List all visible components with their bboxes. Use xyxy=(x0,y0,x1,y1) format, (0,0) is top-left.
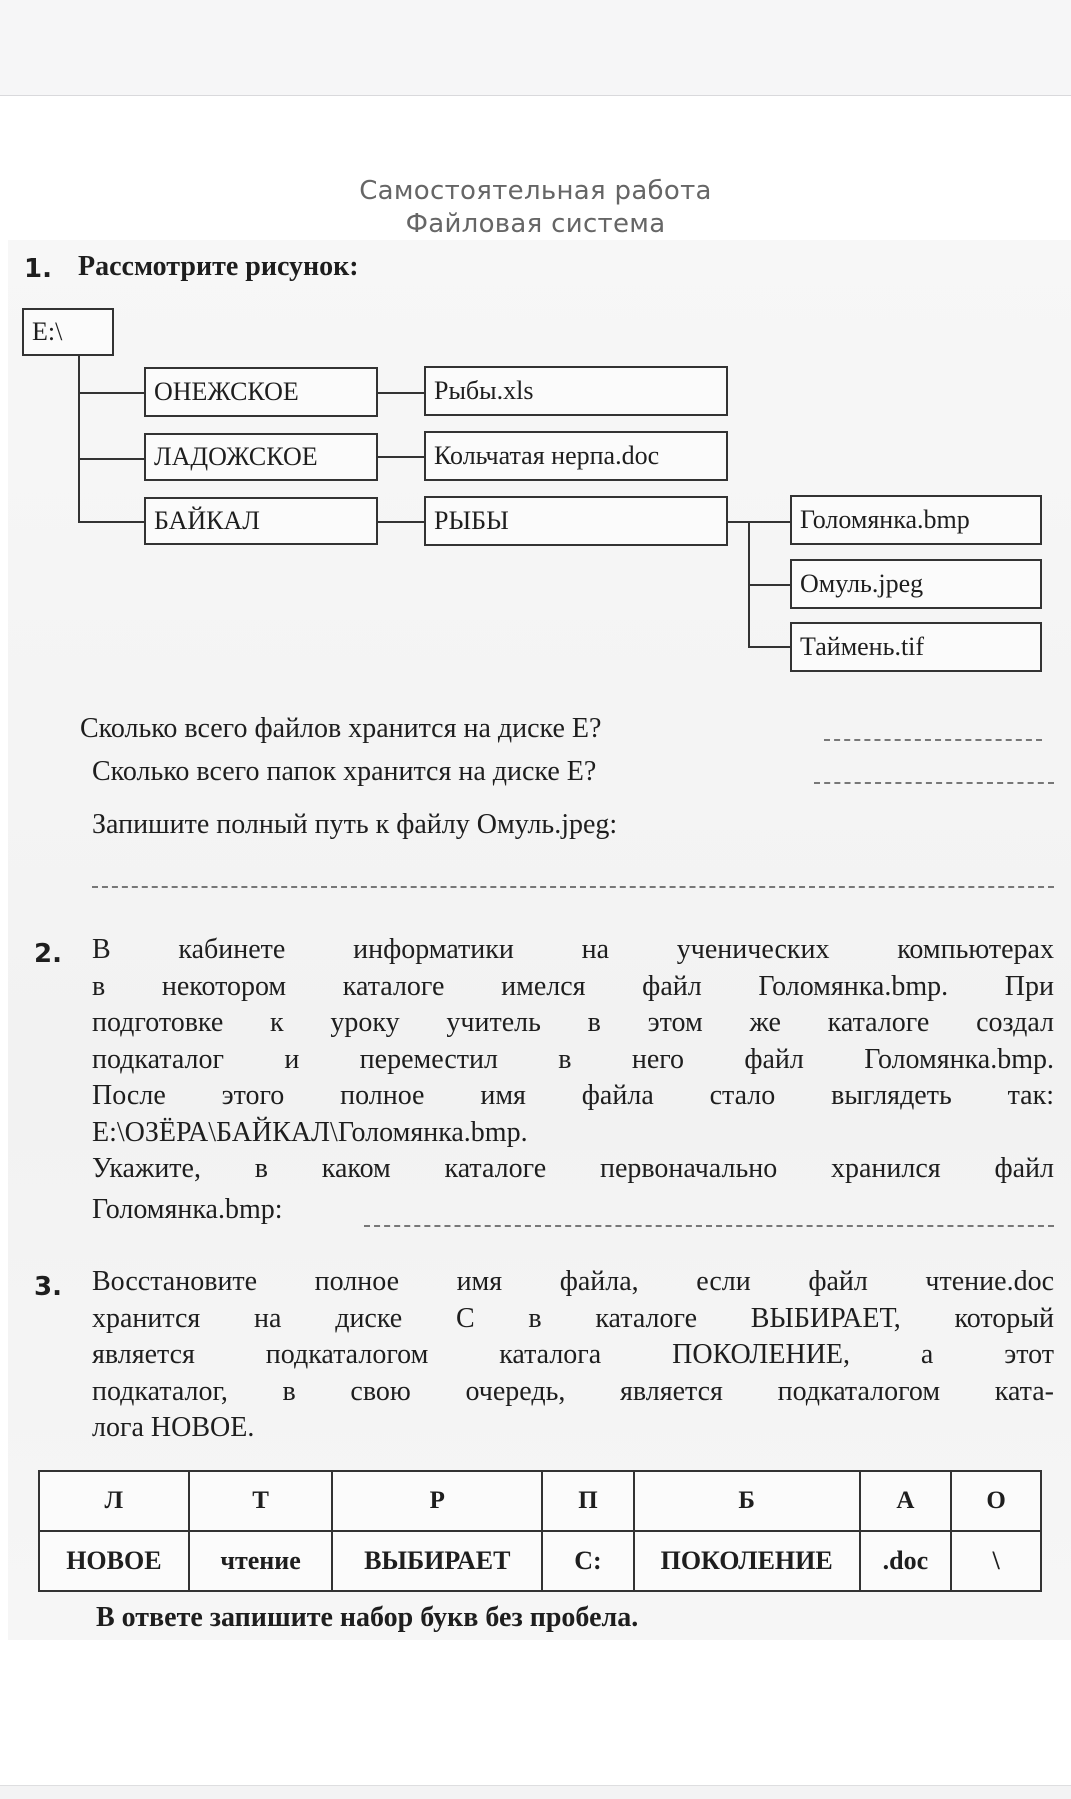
table-cell: чтение xyxy=(189,1531,333,1591)
question-full-path: Запишите полный путь к файлу Омуль.jpeg: xyxy=(92,809,618,840)
tree-branch-line xyxy=(728,521,748,523)
tree-file-golomyanka: Голомянка.bmp xyxy=(790,495,1042,545)
table-cell: ПОКОЛЕНИЕ xyxy=(634,1531,860,1591)
text-line: в некотором каталоге имелся файл Голомянка.bmp. При xyxy=(92,970,1054,1002)
table-cell: ВЫБИРАЕТ xyxy=(332,1531,542,1591)
table-cell: П xyxy=(542,1471,634,1531)
task2-number: 2. xyxy=(34,939,62,969)
table-cell: НОВОЕ xyxy=(39,1531,189,1591)
table-cell: Б xyxy=(634,1471,860,1531)
table-cell: О xyxy=(951,1471,1041,1531)
page-subtitle: Файловая система xyxy=(405,209,666,239)
table-cell: .doc xyxy=(860,1531,952,1591)
text-line: является подкаталогом каталога ПОКОЛЕНИЕ, а этот xyxy=(92,1339,1054,1370)
table-cell: C: xyxy=(542,1531,634,1591)
task1-prompt: Рассмотрите рисунок: xyxy=(78,251,359,282)
tree-file-taimen: Таймень.tif xyxy=(790,622,1042,672)
tree-folder-ladozhskoe: ЛАДОЖСКОЕ xyxy=(144,433,378,481)
text-line: подготовке к уроку учитель в этом же каталоге создал xyxy=(92,1007,1054,1038)
text-line: В кабинете информатики на ученических компьютерах xyxy=(92,934,1054,965)
text-line: хранится на диске C в каталоге ВЫБИРАЕТ, который xyxy=(92,1302,1054,1334)
bottom-bar xyxy=(0,1785,1071,1799)
table-row xyxy=(39,1471,1041,1531)
text-line: Голомянка.bmp: xyxy=(92,1193,283,1225)
question-files-count: Сколько всего файлов хранится на диске E? xyxy=(80,713,602,744)
tree-file-nerpa-doc: Кольчатая нерпа.doc xyxy=(424,431,728,481)
tree-folder-onezhskoe: ОНЕЖСКОЕ xyxy=(144,367,378,417)
tree-branch-line xyxy=(748,521,790,523)
task2-text xyxy=(92,932,1054,1228)
tree-branch-line xyxy=(378,392,424,394)
answer-line xyxy=(814,782,1054,784)
text-line: подкаталог и переместил в него файл Голомянка.bmp. xyxy=(92,1043,1054,1075)
tree-branch-line xyxy=(378,456,424,458)
text-line: подкаталог, в свою очередь, является подкаталогом ката- xyxy=(92,1375,1054,1407)
question-folders-count: Сколько всего папок хранится на диске E? xyxy=(92,756,597,787)
tree-file-omul: Омуль.jpeg xyxy=(790,559,1042,609)
text-line: После этого полное имя файла стало выглядеть так: xyxy=(92,1080,1054,1111)
tree-branch-line xyxy=(78,521,144,523)
page-title: Самостоятельная работа xyxy=(359,176,712,206)
cipher-table xyxy=(38,1470,1042,1592)
table-cell: Т xyxy=(189,1471,333,1531)
task3-number: 3. xyxy=(34,1272,62,1302)
tree-file-ryby-xls: Рыбы.xls xyxy=(424,366,728,416)
text-line: E:\ОЗЁРА\БАЙКАЛ\Голомянка.bmp. xyxy=(92,1116,528,1148)
tree-root-drive: E:\ xyxy=(22,308,114,356)
table-cell: А xyxy=(860,1471,952,1531)
answer-line xyxy=(364,1225,1054,1227)
table-cell: Л xyxy=(39,1471,189,1531)
tree-branch-line xyxy=(748,646,790,648)
task3-text xyxy=(92,1264,1054,1447)
tree-folder-ryby: РЫБЫ xyxy=(424,496,728,546)
text-line: Восстановите полное имя файла, если файл чтение.doc xyxy=(92,1266,1054,1297)
answer-line xyxy=(92,886,1054,888)
top-bar xyxy=(0,0,1071,96)
text-line: Укажите, в каком каталоге первоначально хранился файл xyxy=(92,1153,1054,1184)
table-row xyxy=(39,1531,1041,1591)
text-line: лога НОВОЕ. xyxy=(92,1412,255,1443)
table-cell: \ xyxy=(951,1531,1041,1591)
table-cell: Р xyxy=(332,1471,542,1531)
task3-footer: В ответе запишите набор букв без пробела. xyxy=(96,1602,639,1633)
tree-branch-line xyxy=(78,458,144,460)
tree-folder-baikal: БАЙКАЛ xyxy=(144,497,378,545)
tree-branch-line xyxy=(378,521,424,523)
tree-branch-line xyxy=(78,392,144,394)
tree-trunk-line xyxy=(78,354,80,522)
task1-number: 1. xyxy=(24,254,52,284)
tree-branch-line xyxy=(748,584,790,586)
answer-line xyxy=(824,739,1042,741)
